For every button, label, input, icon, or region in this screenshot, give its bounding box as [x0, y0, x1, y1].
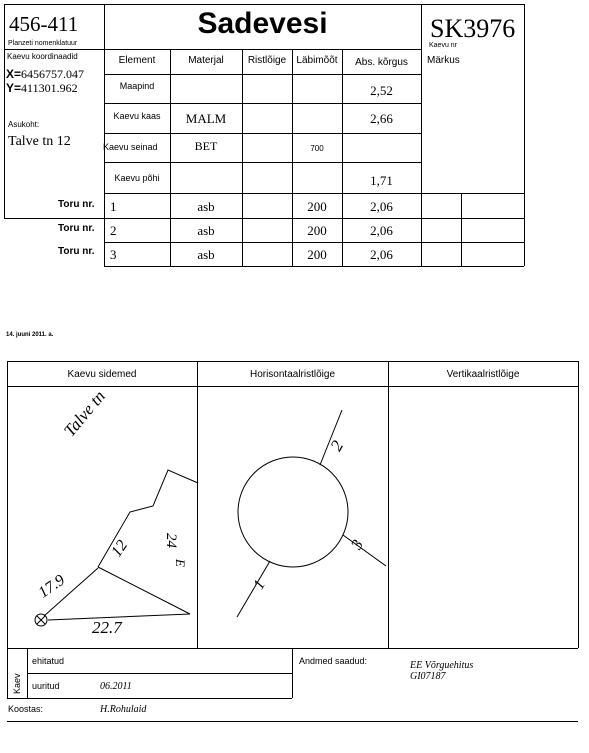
col-header-remarks: Märkus — [427, 55, 460, 66]
author-label: Koostas: — [8, 704, 44, 714]
coord-y-value: 411301.962 — [21, 81, 78, 95]
pipe-label-2: 2 — [326, 437, 348, 455]
building-edge — [98, 567, 190, 614]
sketch-distance-2: 12 — [108, 537, 132, 561]
coord-x-value: 6456757.047 — [21, 67, 85, 81]
author-value: H.Rohulaid — [100, 704, 147, 715]
col-header-material: Materjal — [188, 55, 224, 66]
pipe-2-nr: 2 — [110, 223, 117, 238]
coords-caption: Kaevu koordinaadid — [7, 52, 78, 61]
well-caption: Kaevu nr — [429, 42, 458, 49]
row-pohi-height: 1,71 — [370, 173, 393, 188]
pipe-2-height: 2,06 — [370, 223, 393, 238]
pipe-2-diameter: 200 — [307, 223, 327, 238]
source-label: Andmed saadud: — [299, 656, 368, 666]
built-label: ehitatud — [32, 656, 65, 666]
pipe-1-material: asb — [197, 199, 215, 214]
row-seinad-element: Kaevu seinad — [103, 142, 158, 152]
source-line-1: EE Võrguehitus — [410, 660, 474, 671]
location-caption: Asukoht: — [8, 120, 40, 129]
map-caption: Planzeti nomenklatuur — [8, 40, 78, 47]
row-maapind-element: Maapind — [119, 81, 155, 91]
pipe-1-nr: 1 — [110, 199, 117, 214]
pipe-3-diameter: 200 — [307, 247, 327, 262]
row-seinad-diameter: 700 — [310, 144, 324, 153]
pipe-3-height: 2,06 — [370, 247, 393, 262]
location-value: Talve tn 12 — [8, 134, 71, 149]
pipe-3-nr: 3 — [110, 247, 117, 262]
sketch-distance-4: 24 — [163, 533, 179, 548]
col-header-cross: Ristlõige — [247, 55, 287, 66]
sketch-street-label: Talve tn — [60, 386, 110, 441]
col-header-height: Abs. kõrgus — [355, 57, 408, 68]
measured-label: uuritud — [32, 681, 60, 691]
row-kaas-element: Kaevu kaas — [113, 111, 161, 121]
footer-side-label: Kaev — [12, 673, 22, 694]
row-maapind-height: 2,52 — [370, 83, 393, 98]
row-pohi-element: Kaevu põhi — [114, 173, 160, 183]
well-id: SK3976 — [430, 14, 516, 43]
pipe-label-3: 3 — [348, 537, 367, 553]
coord-y-label: Y= — [6, 81, 22, 95]
well-circle — [238, 457, 348, 567]
pipe-1-label: Toru nr. — [58, 199, 95, 210]
col-header-diameter: Läbimõõt — [296, 55, 338, 66]
row-kaas-material: MALM — [185, 111, 227, 126]
row-seinad-material: BET — [194, 139, 218, 153]
panel-left-title: Kaevu sidemed — [67, 369, 137, 380]
pipe-label-1: 1 — [250, 577, 269, 593]
pipe-3-label: Toru nr. — [58, 246, 95, 257]
row-kaas-height: 2,66 — [370, 111, 393, 126]
map-number: 456-411 — [9, 12, 79, 36]
pipe-2-material: asb — [197, 223, 215, 238]
sketch-distance-3: 22.7 — [92, 618, 122, 637]
sketch-distance-5: E — [172, 559, 188, 567]
page-title: Sadevesi — [197, 7, 328, 40]
coord-x-label: X= — [6, 67, 22, 81]
document-date: 14. juuni 2011. a. — [6, 332, 54, 338]
pipe-1-height: 2,06 — [370, 199, 393, 214]
pipe-1-diameter: 200 — [307, 199, 327, 214]
measured-value: 06.2011 — [100, 681, 132, 692]
source-line-2: GI07187 — [410, 671, 446, 682]
panel-middle-title: Horisontaalristlõige — [249, 369, 336, 380]
pipe-3-material: asb — [197, 247, 215, 262]
pipe-2-label: Toru nr. — [58, 223, 95, 234]
sketch-distance-1: 17.9 — [35, 571, 69, 602]
col-header-element: Element — [118, 55, 156, 66]
panel-right-title: Vertikaalristlõige — [446, 369, 520, 380]
